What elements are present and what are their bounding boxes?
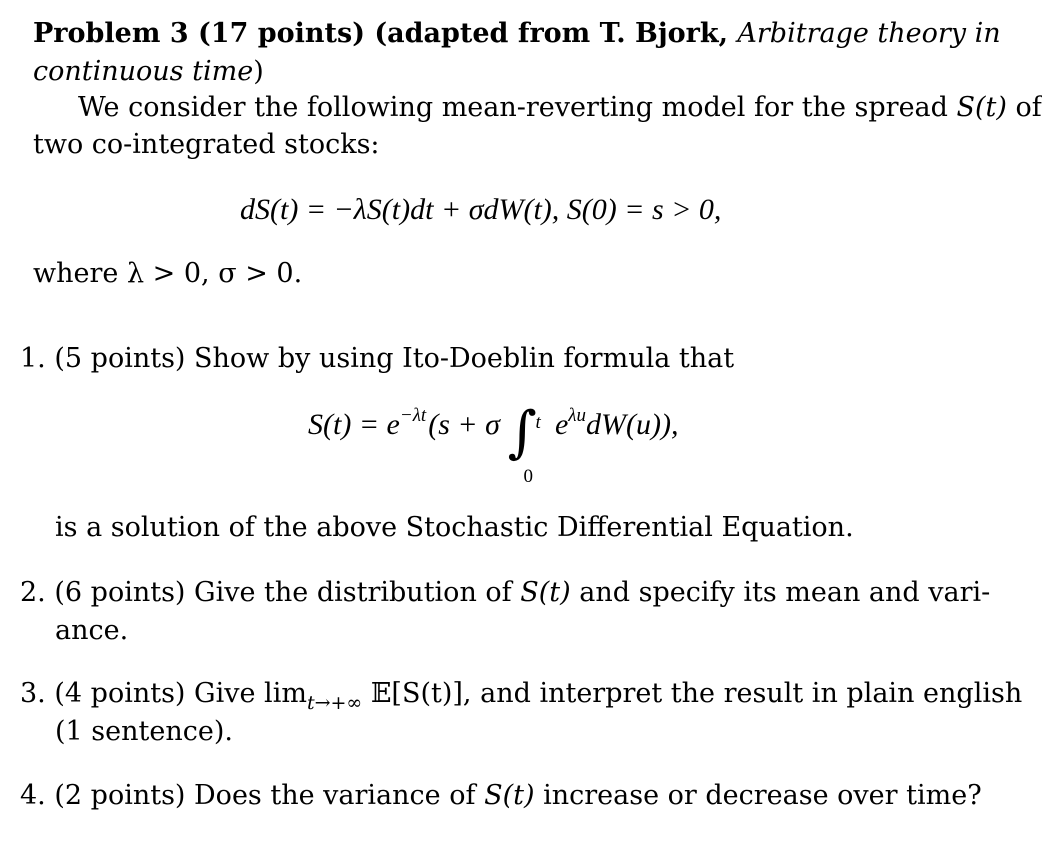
list-item-3 [20, 678, 1023, 714]
intro-line-2: two co-integrated stocks: [33, 129, 380, 160]
item-number: 4. [20, 780, 46, 811]
item-number: 1. [20, 343, 46, 374]
problem-title [33, 18, 1001, 49]
integrand-base: e [554, 408, 569, 441]
integral-upper-limit: t [535, 412, 541, 433]
item-text-cont: and interpret the result in plain english [480, 678, 1023, 709]
formula-lhs: S(t) = e [308, 408, 400, 441]
formula-exponent: −λt [399, 405, 427, 426]
item-2-continued: ance. [55, 615, 129, 646]
item-1-followup: is a solution of the above Stochastic Differential Equation. [55, 512, 854, 543]
integral-lower-limit: 0 [523, 466, 533, 487]
title-bold-text: Problem 3 (17 points) (adapted from T. Bjork, [33, 18, 728, 49]
book-title: Arbitrage theory in [737, 18, 1001, 49]
list-item-1 [20, 343, 734, 374]
title-close-paren: ) [253, 56, 264, 87]
parameter-conditions: where λ > 0, σ > 0. [33, 258, 303, 289]
sde-equation: dS(t) = −λS(t)dt + σdW(t), S(0) = s > 0, [240, 193, 722, 226]
item-text: (5 points) Show by using Ito-Doeblin formula that [54, 343, 735, 374]
list-item-4 [20, 780, 982, 811]
item-3-continued: (1 sentence). [55, 716, 233, 747]
expectation-expression: 𝔼[S(t)], [370, 678, 472, 709]
solution-formula: $S(t) = e^{-\lambda t}(s + \sigma$ ∫ t 0 $e^{\lambda u}dW(u)$), [308, 400, 679, 487]
item-text: (2 points) Does the variance of [54, 780, 476, 811]
intro-line-1 [78, 92, 1042, 123]
item-number: 2. [20, 577, 46, 608]
problem-title-continued [33, 56, 264, 87]
spread-symbol: S(t) [956, 92, 1007, 123]
integrand-exponent: λu [568, 405, 586, 426]
item-text-cont: and specify its mean and vari- [579, 577, 991, 608]
integrand-end: dW(u)), [586, 408, 679, 441]
item-text-cont: increase or decrease over time? [543, 780, 982, 811]
formula-mid: (s + σ [428, 408, 500, 441]
limit-subscript: t→+∞ [306, 692, 363, 714]
item-text: (6 points) Give the distribution of [54, 577, 512, 608]
intro-text-end: of [1015, 92, 1042, 123]
item-number: 3. [20, 678, 46, 709]
item-text: (4 points) Give lim [54, 678, 307, 709]
spread-symbol: S(t) [520, 577, 571, 608]
intro-text: We consider the following mean-reverting model for the spread [78, 92, 948, 123]
book-title-cont: continuous time [33, 56, 254, 87]
spread-symbol: S(t) [484, 780, 535, 811]
list-item-2 [20, 577, 990, 608]
